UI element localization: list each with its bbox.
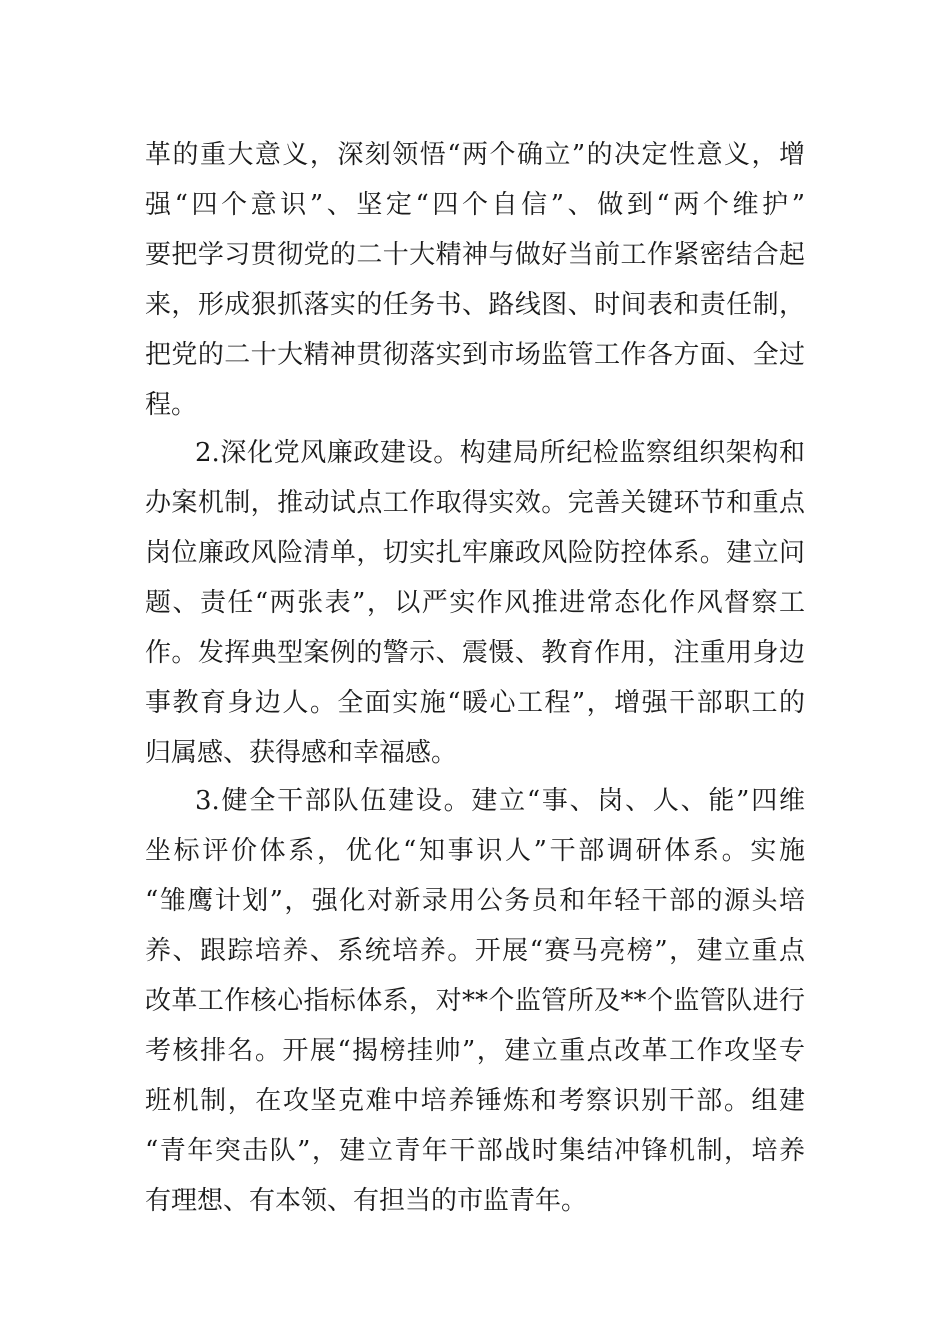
text-line-13: 归属感、获得感和幸福感。: [145, 738, 458, 768]
text-line-16: “雏鹰计划”，强化对新录用公务员和年轻干部的源头培: [145, 886, 805, 916]
text-line-22: 有理想、有本领、有担当的市监青年。: [145, 1186, 588, 1216]
text-line-17: 养、跟踪培养、系统培养。开展“赛马亮榜”，建立重点: [145, 936, 805, 966]
text-line-1: 革的重大意义，深刻领悟“两个确立”的决定性意义，增: [145, 140, 805, 170]
text-line-15: 坐标评价体系，优化“知事识人”干部调研体系。实施: [145, 836, 805, 866]
section-2-heading-line: 2.深化党风廉政建设。构建局所纪检监察组织架构和: [195, 438, 805, 468]
text-line-6: 程。: [145, 390, 198, 420]
text-line-4: 来，形成狠抓落实的任务书、路线图、时间表和责任制，: [145, 290, 805, 320]
text-line-9: 岗位廉政风险清单，切实扎牢廉政风险防控体系。建立问: [145, 538, 805, 568]
text-line-3: 要把学习贯彻党的二十大精神与做好当前工作紧密结合起: [145, 240, 805, 270]
text-line-21: “青年突击队”，建立青年干部战时集结冲锋机制，培养: [145, 1136, 805, 1166]
text-line-12: 事教育身边人。全面实施“暖心工程”，增强干部职工的: [145, 688, 805, 718]
text-line-10: 题、责任“两张表”，以严实作风推进常态化作风督察工: [145, 588, 805, 618]
text-line-5: 把党的二十大精神贯彻落实到市场监管工作各方面、全过: [145, 340, 805, 370]
text-line-2: 强“四个意识”、坚定“四个自信”、做到“两个维护”: [145, 190, 805, 220]
text-line-18: 改革工作核心指标体系，对**个监管所及**个监管队进行: [145, 986, 805, 1016]
text-line-20: 班机制，在攻坚克难中培养锤炼和考察识别干部。组建: [145, 1086, 805, 1116]
text-line-19: 考核排名。开展“揭榜挂帅”，建立重点改革工作攻坚专: [145, 1036, 805, 1066]
text-line-11: 作。发挥典型案例的警示、震慑、教育作用，注重用身边: [145, 638, 805, 668]
text-line-8: 办案机制，推动试点工作取得实效。完善关键环节和重点: [145, 488, 805, 518]
section-3-heading-line: 3.健全干部队伍建设。建立“事、岗、人、能”四维: [195, 786, 805, 816]
